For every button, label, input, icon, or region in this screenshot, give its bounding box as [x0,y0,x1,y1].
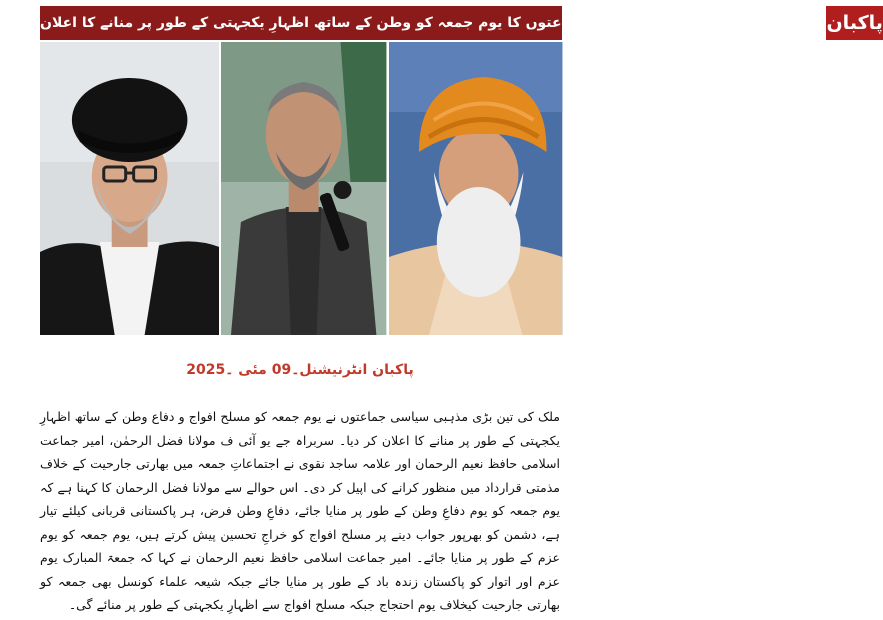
photo-speaker-with-microphone [219,42,388,335]
article-body: ملک کی تین بڑی مذہبی سیاسی جماعتوں نے یوم جمعہ کو مسلح افواج و دفاع وطن کے ساتھ اظہارِ یکجہتی کے طور پر منانے کا اعلان کر دیا۔ سربراہ جے یو آئی ف مولانا فضل الرحمٰن، امیر جماعت اسلامی حافظ نعیم الرحمان اور علامہ ساجد نقوی نے اجتماعاتِ جمعہ میں بھارتی جارحیت کے خلاف مذمتی قرارداد میں منظور کرانے کی اپیل کر دی۔ اس حوالے سے مولانا فضل الرحمان کا کہنا ہے کہ یوم جمعہ کو یوم دفاعِ وطن کے طور پر منایا جائے، دفاعِ وطن فرض، ہر پاکستانی قربانی کیلئے تیار ہے، دشمن کو بھرپور جواب دینے پر مسلح افواج کو خراجِ تحسین پیش کرتے ہیں، یوم جمعہ کو یوم عزم کے طور پر منایا جائے۔ امیر جماعت اسلامی حافظ نعیم الرحمان نے کہا کہ جمعۃ المبارک یوم عزم اور اتوار کو پاکستان زندہ باد کے طور پر منایا جائے جبکہ شیعہ علماء کونسل بھی جمعہ کو بھارتی جارحیت کیخلاف یوم احتجاج جبکہ مسلح افواج سے اظہارِ یکجہتی کے طور پر منائے گی۔ [40,409,560,612]
photo-leader-orange-turban [389,42,562,335]
photo-collage [40,42,562,335]
headline-text: ملک کی تین بڑی مذہبی سیاسی جماعتوں کا یوم جمعہ کو وطن کے ساتھ اظہارِ یکجہتی کے طور پر منانے کا اعلان [40,15,815,31]
brand-logo: پاکبان [824,6,882,40]
headline-banner [40,6,883,40]
dateline: پاکبان انٹرنیشنل۔09 مئی ۔2025 [186,362,414,378]
photo-cleric-black-turban [40,42,219,335]
